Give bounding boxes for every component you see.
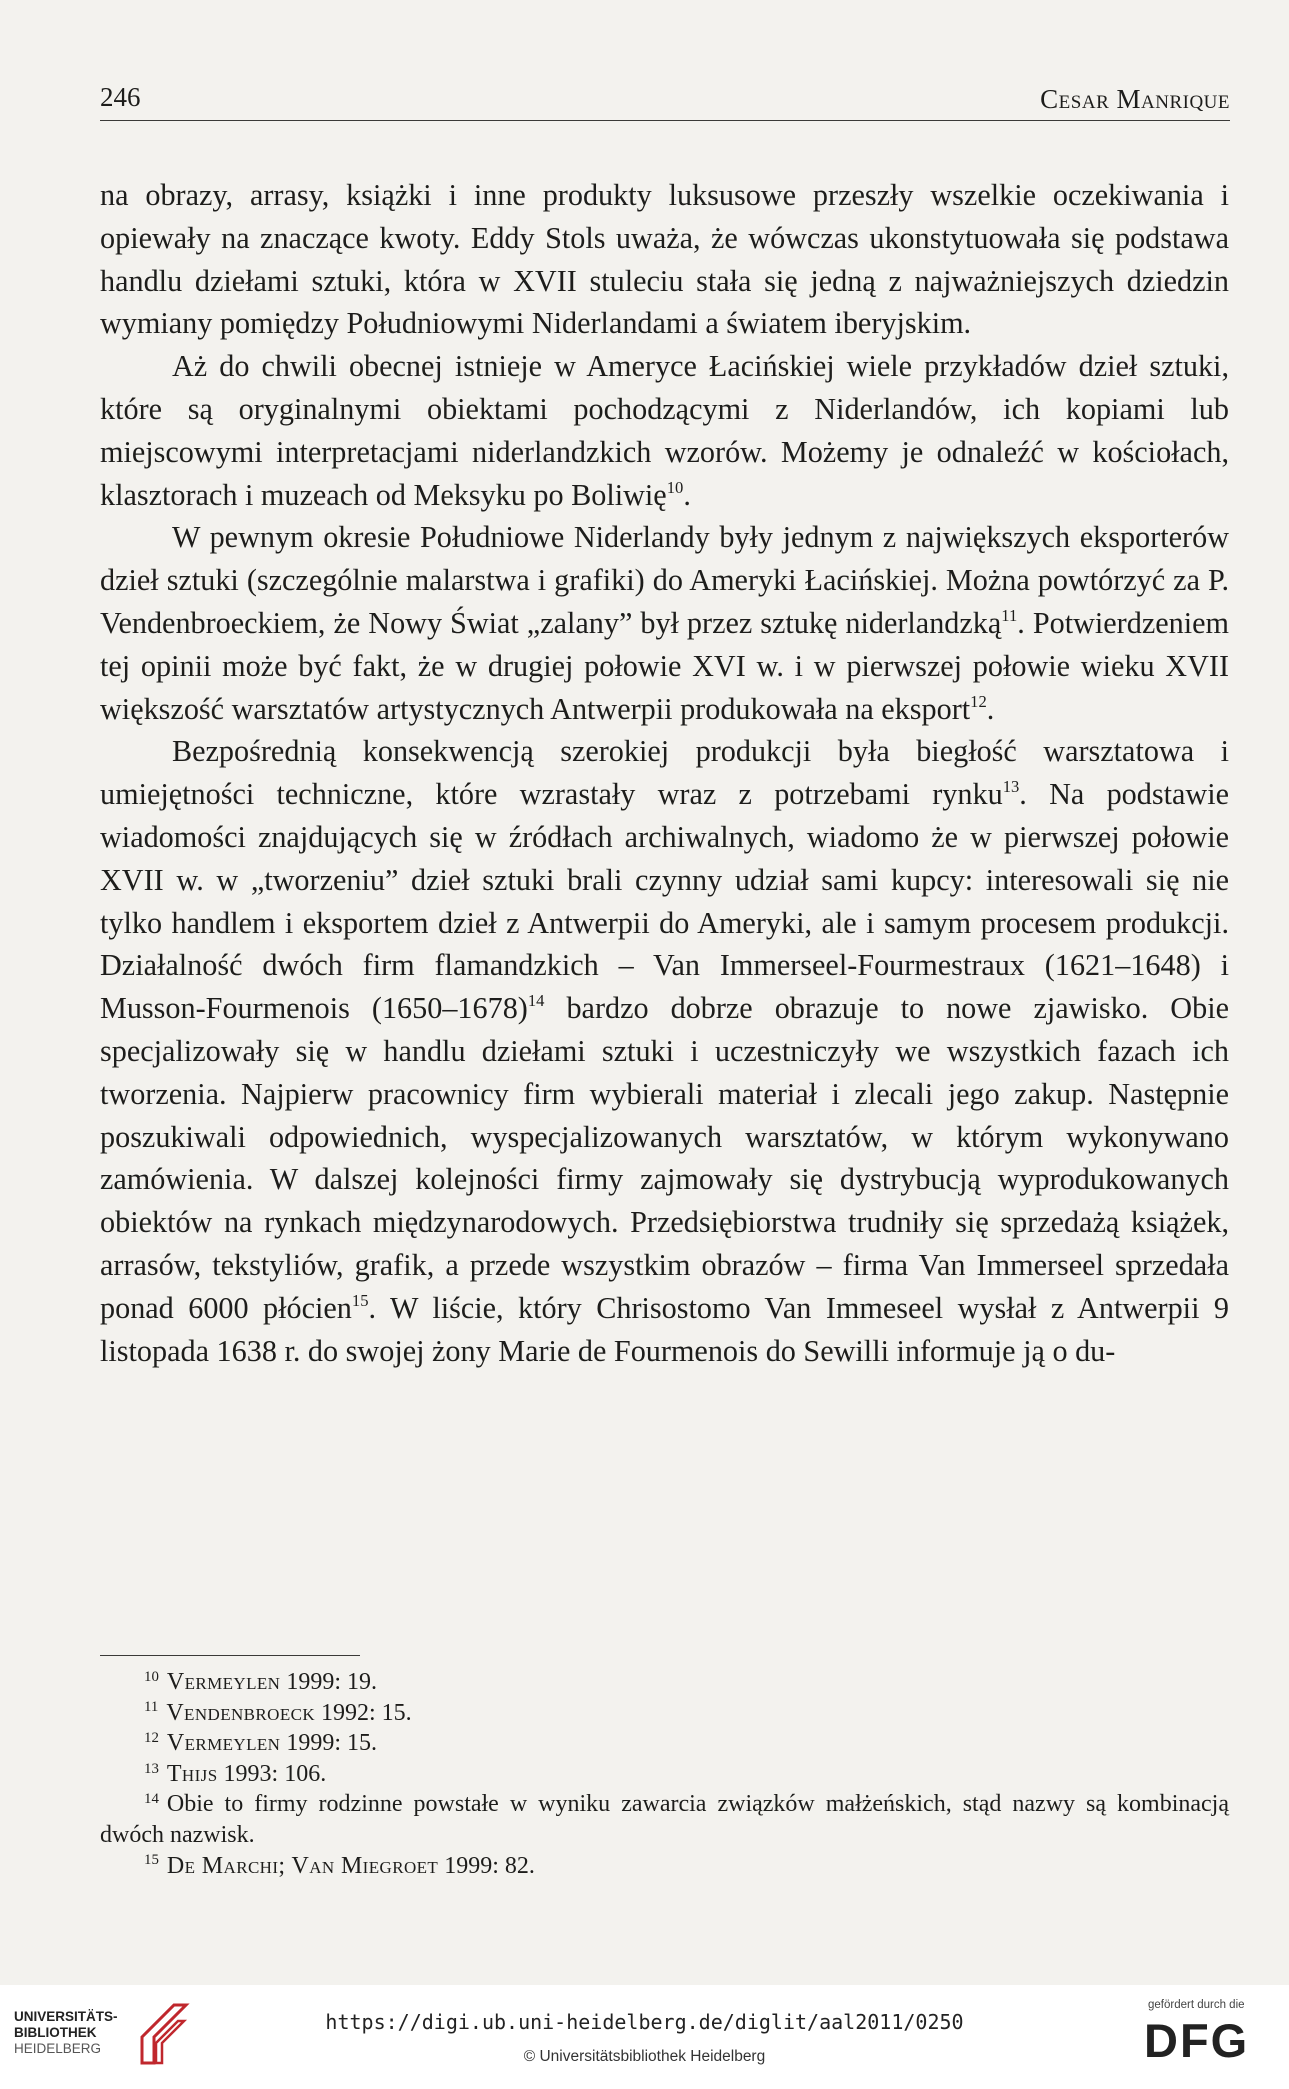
footnote-13: $^{13}$ Thijs 1993: 106. [144, 1760, 327, 1787]
dfg-logo-text: DFG [1144, 2014, 1250, 2067]
copyright-notice: © Universitätsbibliothek Heidelberg [523, 2048, 766, 2065]
page-number: 246 [100, 82, 141, 112]
page-header [100, 78, 1230, 121]
dfg-logo[interactable] [1140, 1999, 1270, 2079]
library-name: UNIVERSITÄTS- BIBLIOTHEK HEIDELBERG [14, 2009, 118, 2056]
footnote-ref[interactable]: 10 [666, 477, 684, 497]
footnote-ref[interactable]: 14 [527, 991, 545, 1011]
footnote-ref[interactable]: 11 [1001, 606, 1018, 626]
body-text [100, 174, 1229, 1372]
footnote-11: $^{11}$ Vendenbroeck 1992: 15. [144, 1699, 412, 1726]
footnote-12: $^{12}$ Vermeylen 1999: 15. [144, 1730, 378, 1757]
permalink-url[interactable]: https://digi.ub.uni-heidelberg.de/diglit/aal2011/0250 [325, 2010, 964, 2034]
paragraph-2: Aż do chwili obecnej istnieje w Ameryce Łacińskiej wiele przykładów dzieł sztuki, które są oryginalnymi obiektami pochodzącymi z Niderlandów, ich kopiami lub miejscowymi interpretacjami niderlandzkich wzorów. Możemy je odnaleźć w kościołach, klasztorach i muzeach od Meksyku po Boliwię$^{10}$. [100, 349, 1229, 512]
viewer-footer [0, 1985, 1289, 2089]
footnote-divider [100, 1655, 360, 1656]
footnotes [100, 1667, 1229, 1881]
footnote-ref[interactable]: 15 [351, 1290, 369, 1310]
paragraph-3: W pewnym okresie Południowe Niderlandy były jednym z największych eksporterów dzieł sztuki (szczególnie malarstwa i grafiki) do Ameryki Łacińskiej. Można powtórzyć za P. Vendenbroeckiem, że Nowy Świat „zalany” był przez sztukę niderlandzką$^{11}$. Potwierdzeniem tej opinii może być fakt, że w drugiej połowie XVI w. i w pierwszej połowie wieku XVII większość warsztatów artystycznych Antwerpii produkowała na eksport$^{12}$. [100, 520, 1229, 726]
footnote-15: $^{15}$ De Marchi; Van Miegroet 1999: 82. [144, 1852, 535, 1879]
dfg-funding-note: gefördert durch die [1148, 1999, 1245, 2011]
footnote-10: $^{10}$ Vermeylen 1999: 19. [144, 1668, 378, 1695]
footnote-ref[interactable]: 12 [970, 691, 987, 711]
footnote-ref[interactable]: 13 [1002, 777, 1020, 797]
paragraph-4: Bezpośrednią konsekwencją szerokiej produkcji była biegłość warsztatowa i umiejętności techniczne, które wzrastały wraz z potrzebami rynku$^{13}$. Na podstawie wiadomości znajdujących się w źródłach archiwalnych, wiadomo że w pierwszej połowie XVII w. w „tworzeniu” dzieł sztuki brali czynny udział sami kupcy: interesowali się nie tylko handlem i eksportem dzieł z Antwerpii do Ameryki, ale i samym procesem produkcji. Działalność dwóch firm flamandzkich – Van Immerseel-Fourmestraux (1621–1648) i Musson-Fourmenois (1650–1678)$^{14}$ bardzo dobrze obrazuje to nowe zjawisko. Obie specjalizowały się w handlu dziełami sztuki i uczestniczyły we wszystkich fazach ich tworzenia. Najpierw pracownicy firm wybierali materiał i zlecali jego zakup. Następnie poszukiwali odpowiednich, wyspecjalizowanych warsztatów, w którym wykonywano zamówienia. W dalszej kolejności firmy zajmowały się dystrybucją wyprodukowanych obiektów na rynkach międzynarodowych. Przedsiębiorstwa trudniły się sprzedażą książek, arrasów, tekstyliów, grafik, a przede wszystkim obrazów – firma Van Immerseel sprzedała ponad 6000 płócien$^{15}$. W liście, który Chrisostomo Van Immeseel wysłał z Antwerpii 9 listopada 1638 r. do swojej żony Marie de Fourmenois do Sewilli informuje ją o du- [100, 734, 1229, 1368]
footnote-14: $^{14}$ Obie to firmy rodzinne powstałe w wyniku zawarcia związków małżeńskich, stąd nazwy są kombinacją dwóch nazwisk. [100, 1791, 1229, 1848]
paragraph-1: na obrazy, arrasy, książki i inne produkty luksusowe przeszły wszelkie oczekiwania i opiewały na znaczące kwoty. Eddy Stols uważa, że wówczas ukonstytuowała się podstawa handlu dziełami sztuki, która w XVII stuleciu stała się jedną z najważniejszych dziedzin wymiany pomiędzy Południowymi Niderlandami a światem iberyjskim. [100, 178, 1229, 341]
running-head: Cesar Manrique [1040, 84, 1230, 114]
